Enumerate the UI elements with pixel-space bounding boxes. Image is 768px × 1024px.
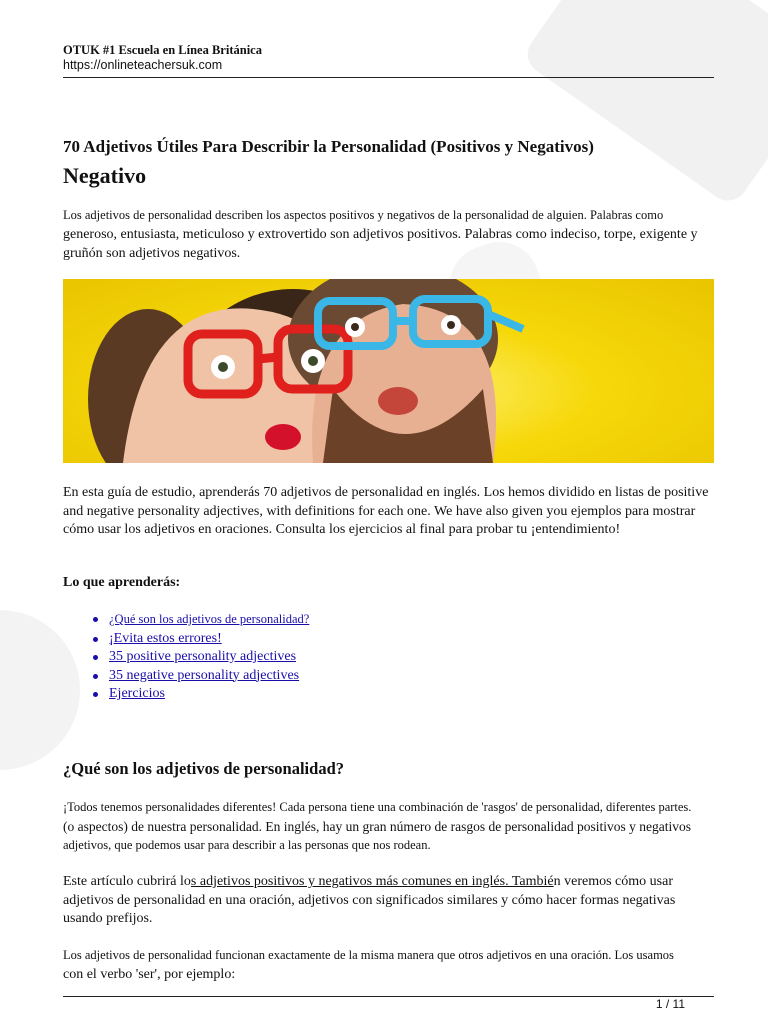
watermark-shape xyxy=(0,610,80,770)
page-number: 1 / 11 xyxy=(655,997,685,1011)
p4-text-b: n veremos cómo usar adjetivos de personalidad en una oración, adjetivos con significados similares y cómo hacer formas negativas usando prefijos. xyxy=(63,874,676,926)
p3-line-b: (o aspectos) de nuestra personalidad. En inglés, hay un gran número de rasgos de personalidad positivos y negativos xyxy=(63,819,691,834)
p5-line-a: Los adjetivos de personalidad funcionan exactamente de la misma manera que otros adjetivos en una oración. Los usamos xyxy=(63,948,674,962)
header-divider xyxy=(63,77,714,78)
toc-item xyxy=(91,610,309,630)
footer-divider xyxy=(63,996,714,997)
toc-link-negative[interactable]: 35 negative personality adjectives xyxy=(109,667,300,683)
intro-text-b: generoso, entusiasta, meticuloso y extrovertido son adjetivos positivos. Palabras como indeciso, torpe, exigente y gruñón son adjetivos negativos. xyxy=(63,227,698,261)
school-name: OTUK #1 Escuela en Línea Británica xyxy=(63,43,262,57)
article-title: 70 Adjetivos Útiles Para Describir la Personalidad (Positivos y Negativos) xyxy=(63,137,594,156)
p3-line-a: ¡Todos tenemos personalidades diferentes! Cada persona tiene una combinación de 'rasgos' de personalidad, diferentes partes. xyxy=(63,800,692,814)
page-header xyxy=(63,42,714,73)
site-url: https://onlineteachersuk.com xyxy=(63,58,223,72)
section-heading: ¿Qué son los adjetivos de personalidad? xyxy=(63,759,344,778)
p4-text-a: Este artículo cubrirá lo xyxy=(63,874,191,889)
table-of-contents xyxy=(91,610,309,704)
toc-item xyxy=(91,630,309,649)
hero-image xyxy=(63,279,714,463)
p4-underlined: s adjetivos positivos y negativos más comunes en inglés. Tambié xyxy=(190,874,554,889)
toc-link-errors[interactable]: ¡Evita estos errores! xyxy=(109,630,222,646)
article-subtitle: Negativo xyxy=(63,163,147,188)
intro-paragraph xyxy=(63,206,714,263)
section-paragraph-2 xyxy=(63,873,714,929)
toc-item xyxy=(91,648,309,667)
toc-link-exercises[interactable]: Ejercicios xyxy=(109,686,165,701)
toc-link-positive[interactable]: 35 positive personality adjectives xyxy=(109,649,297,664)
hero-illustration xyxy=(63,279,714,463)
p5-line-b: con el verbo 'ser', por ejemplo: xyxy=(63,967,236,982)
learn-heading: Lo que aprenderás: xyxy=(63,575,181,590)
intro-text-a: Los adjetivos de personalidad describen los aspectos positivos y negativos de la personalidad de alguien. Palabras como xyxy=(63,208,664,222)
section-paragraph-1 xyxy=(63,798,714,855)
section-paragraph-3 xyxy=(63,946,714,984)
toc-item xyxy=(91,685,309,704)
guide-paragraph: En esta guía de estudio, aprenderás 70 adjetivos de personalidad en inglés. Los hemos dividido en listas de positive and negative personality adjectives, with definitions for each one. We have also given you ejemplos para mostrar cómo usar los adjetivos en oraciones. Consulta los ejercicios al final para probar tu ¡entendimiento! xyxy=(63,485,709,537)
p3-line-c: adjetivos, que podemos usar para describir a las personas que nos rodean. xyxy=(63,838,431,852)
watermark-shape xyxy=(520,0,768,208)
toc-link-what-are[interactable]: ¿Qué son los adjetivos de personalidad? xyxy=(109,612,310,626)
toc-item xyxy=(91,667,309,686)
